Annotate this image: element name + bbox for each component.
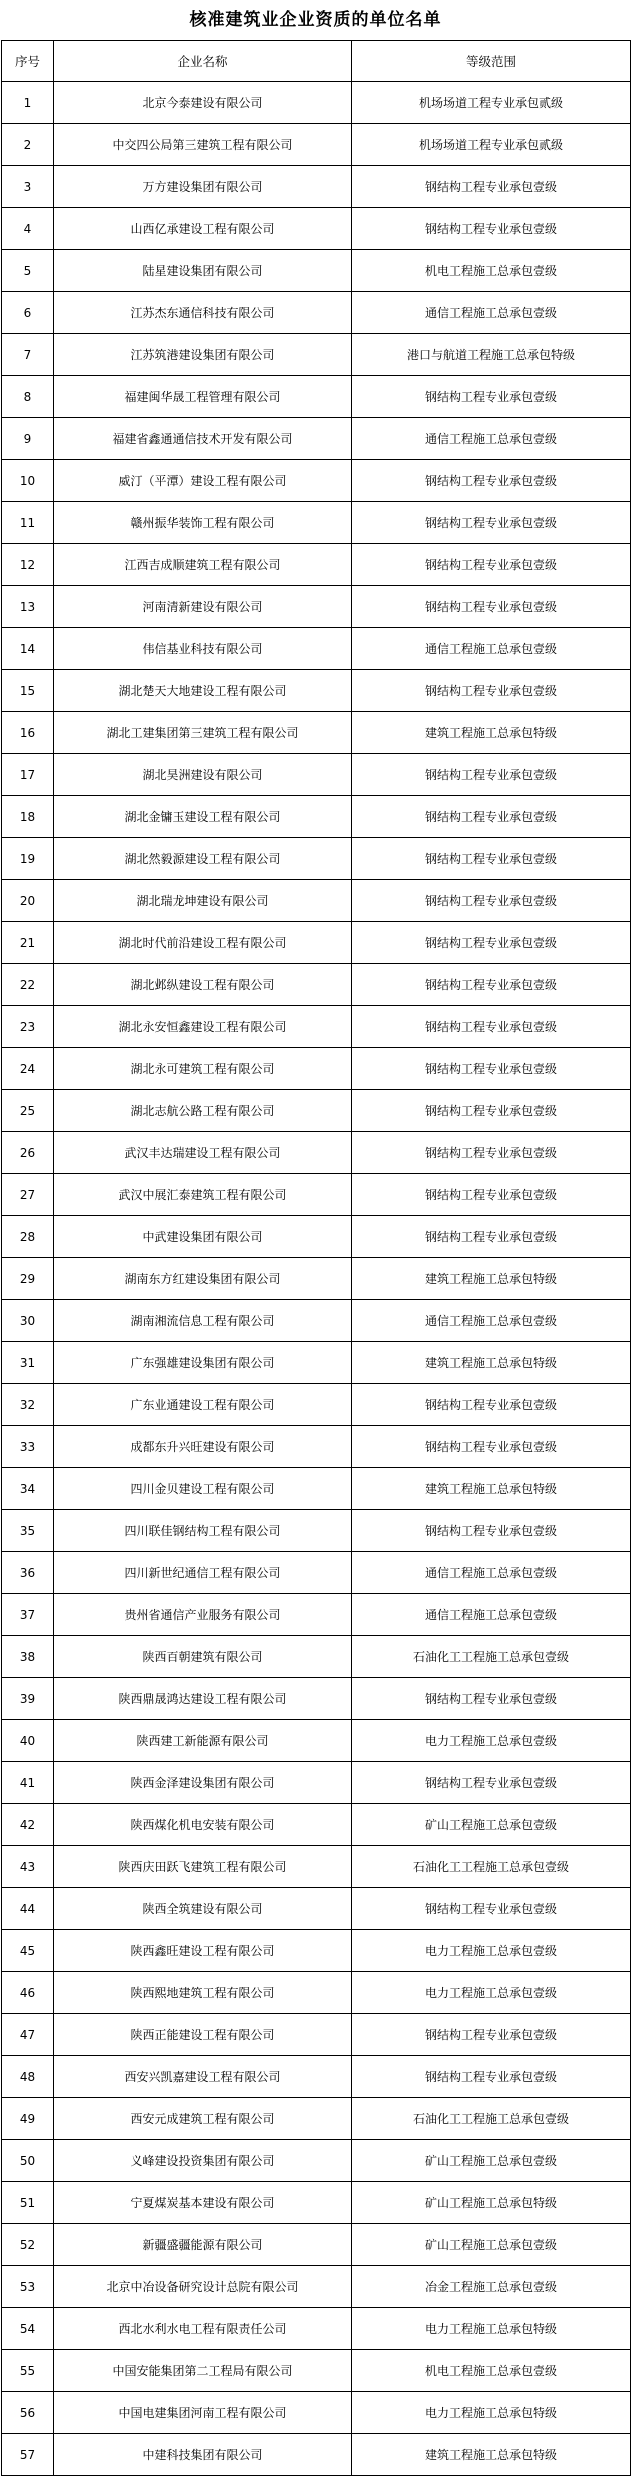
company-name: 福建闽华晟工程管理有限公司: [54, 376, 352, 418]
qualification-scope: 冶金工程施工总承包壹级: [352, 2266, 631, 2308]
qualification-scope: 钢结构工程专业承包壹级: [352, 2014, 631, 2056]
qualification-scope: 电力工程施工总承包特级: [352, 2308, 631, 2350]
table-row: [2, 1426, 631, 1468]
company-name: 湖北永安恒鑫建设工程有限公司: [54, 1006, 352, 1048]
row-number: 23: [2, 1006, 54, 1048]
company-name: 义峰建设投资集团有限公司: [54, 2140, 352, 2182]
qualification-scope: 钢结构工程专业承包壹级: [352, 1384, 631, 1426]
qualification-scope: 钢结构工程专业承包壹级: [352, 1888, 631, 1930]
row-number: 13: [2, 586, 54, 628]
company-name: 江西吉成顺建筑工程有限公司: [54, 544, 352, 586]
row-number: 21: [2, 922, 54, 964]
row-number: 34: [2, 1468, 54, 1510]
row-number: 40: [2, 1720, 54, 1762]
row-number: 56: [2, 2392, 54, 2434]
qualification-scope: 钢结构工程专业承包壹级: [352, 460, 631, 502]
qualification-scope: 电力工程施工总承包特级: [352, 2392, 631, 2434]
table-row: [2, 1594, 631, 1636]
row-number: 2: [2, 124, 54, 166]
table-row: [2, 1762, 631, 1804]
row-number: 37: [2, 1594, 54, 1636]
table-row: [2, 670, 631, 712]
company-name: 贵州省通信产业服务有限公司: [54, 1594, 352, 1636]
row-number: 20: [2, 880, 54, 922]
qualification-scope: 钢结构工程专业承包壹级: [352, 838, 631, 880]
qualification-scope: 钢结构工程专业承包壹级: [352, 796, 631, 838]
company-name: 陕西煤化机电安装有限公司: [54, 1804, 352, 1846]
row-number: 39: [2, 1678, 54, 1720]
qualification-scope: 机场场道工程专业承包贰级: [352, 124, 631, 166]
table-row: [2, 1216, 631, 1258]
table-row: [2, 1090, 631, 1132]
table-row: [2, 1342, 631, 1384]
qualification-scope: 石油化工工程施工总承包壹级: [352, 1846, 631, 1888]
company-name: 伟信基业科技有限公司: [54, 628, 352, 670]
row-number: 38: [2, 1636, 54, 1678]
row-number: 11: [2, 502, 54, 544]
company-name: 湖北昊洲建设有限公司: [54, 754, 352, 796]
table-row: [2, 2056, 631, 2098]
qualification-scope: 钢结构工程专业承包壹级: [352, 1216, 631, 1258]
table-row: [2, 124, 631, 166]
table-row: [2, 1930, 631, 1972]
qualification-scope: 通信工程施工总承包壹级: [352, 1300, 631, 1342]
row-number: 7: [2, 334, 54, 376]
table-row: [2, 2140, 631, 2182]
company-name: 赣州振华装饰工程有限公司: [54, 502, 352, 544]
table-row: [2, 292, 631, 334]
row-number: 32: [2, 1384, 54, 1426]
table-row: [2, 586, 631, 628]
row-number: 3: [2, 166, 54, 208]
company-name: 陕西金泽建设集团有限公司: [54, 1762, 352, 1804]
row-number: 45: [2, 1930, 54, 1972]
qualification-scope: 钢结构工程专业承包壹级: [352, 1762, 631, 1804]
qualification-scope: 钢结构工程专业承包壹级: [352, 670, 631, 712]
document-title: 核准建筑业企业资质的单位名单: [189, 10, 442, 30]
qualification-scope: 机电工程施工总承包壹级: [352, 250, 631, 292]
table-row: [2, 250, 631, 292]
company-name: 威汀（平潭）建设工程有限公司: [54, 460, 352, 502]
company-name: 武汉丰达瑞建设工程有限公司: [54, 1132, 352, 1174]
company-name: 湖北瑞龙坤建设有限公司: [54, 880, 352, 922]
qualification-scope: 钢结构工程专业承包壹级: [352, 1006, 631, 1048]
table-row: [2, 2350, 631, 2392]
qualification-scope: 矿山工程施工总承包壹级: [352, 2224, 631, 2266]
table-row: [2, 2434, 631, 2476]
company-name: 北京今泰建设有限公司: [54, 82, 352, 124]
qualification-scope: 通信工程施工总承包壹级: [352, 292, 631, 334]
row-number: 19: [2, 838, 54, 880]
qualification-scope: 建筑工程施工总承包特级: [352, 1342, 631, 1384]
qualification-scope: 钢结构工程专业承包壹级: [352, 754, 631, 796]
table-row: [2, 1300, 631, 1342]
table-row: [2, 2224, 631, 2266]
company-name: 福建省鑫通通信技术开发有限公司: [54, 418, 352, 460]
table-row: [2, 1132, 631, 1174]
company-name: 中交四公局第三建筑工程有限公司: [54, 124, 352, 166]
qualification-scope: 钢结构工程专业承包壹级: [352, 1426, 631, 1468]
table-row: [2, 208, 631, 250]
company-name: 湖南湘流信息工程有限公司: [54, 1300, 352, 1342]
qualification-scope: 钢结构工程专业承包壹级: [352, 1048, 631, 1090]
table-row: [2, 1678, 631, 1720]
table-row: [2, 1804, 631, 1846]
table-row: [2, 1720, 631, 1762]
company-name: 湖北金镛玉建设工程有限公司: [54, 796, 352, 838]
table-row: [2, 334, 631, 376]
row-number: 28: [2, 1216, 54, 1258]
company-name: 湖北志航公路工程有限公司: [54, 1090, 352, 1132]
qualification-scope: 钢结构工程专业承包壹级: [352, 1174, 631, 1216]
row-number: 49: [2, 2098, 54, 2140]
table-row: [2, 1972, 631, 2014]
company-name: 万方建设集团有限公司: [54, 166, 352, 208]
row-number: 57: [2, 2434, 54, 2476]
table-body: [2, 82, 631, 2476]
row-number: 14: [2, 628, 54, 670]
company-name: 陕西建工新能源有限公司: [54, 1720, 352, 1762]
qualification-scope: 钢结构工程专业承包壹级: [352, 880, 631, 922]
company-name: 湖北工建集团第三建筑工程有限公司: [54, 712, 352, 754]
qualification-scope: 电力工程施工总承包壹级: [352, 1972, 631, 2014]
company-name: 陕西百朝建筑有限公司: [54, 1636, 352, 1678]
company-name: 江苏杰东通信科技有限公司: [54, 292, 352, 334]
table-row: [2, 2392, 631, 2434]
table-row: [2, 880, 631, 922]
qualification-scope: 矿山工程施工总承包壹级: [352, 2140, 631, 2182]
row-number: 29: [2, 1258, 54, 1300]
row-number: 4: [2, 208, 54, 250]
table-row: [2, 2098, 631, 2140]
qualification-scope: 电力工程施工总承包壹级: [352, 1720, 631, 1762]
qualification-scope: 建筑工程施工总承包特级: [352, 1468, 631, 1510]
row-number: 42: [2, 1804, 54, 1846]
company-name: 陕西熙地建筑工程有限公司: [54, 1972, 352, 2014]
company-name: 西北水利水电工程有限责任公司: [54, 2308, 352, 2350]
qualification-scope: 钢结构工程专业承包壹级: [352, 502, 631, 544]
company-name: 湖北时代前沿建设工程有限公司: [54, 922, 352, 964]
qualification-scope: 钢结构工程专业承包壹级: [352, 586, 631, 628]
company-name: 湖北邺纵建设工程有限公司: [54, 964, 352, 1006]
row-number: 26: [2, 1132, 54, 1174]
table-row: [2, 460, 631, 502]
qualification-scope: 钢结构工程专业承包壹级: [352, 1132, 631, 1174]
table-row: [2, 376, 631, 418]
qualification-scope: 通信工程施工总承包壹级: [352, 1552, 631, 1594]
row-number: 25: [2, 1090, 54, 1132]
table-row: [2, 838, 631, 880]
qualification-scope: 石油化工工程施工总承包壹级: [352, 1636, 631, 1678]
table-row: [2, 1636, 631, 1678]
row-number: 47: [2, 2014, 54, 2056]
header-company-name: 企业名称: [54, 41, 352, 82]
table-row: [2, 502, 631, 544]
company-name: 广东强雄建设集团有限公司: [54, 1342, 352, 1384]
company-name: 湖北楚天大地建设工程有限公司: [54, 670, 352, 712]
row-number: 50: [2, 2140, 54, 2182]
company-name: 中国安能集团第二工程局有限公司: [54, 2350, 352, 2392]
qualification-scope: 建筑工程施工总承包特级: [352, 2434, 631, 2476]
company-name: 新疆盛疆能源有限公司: [54, 2224, 352, 2266]
company-name: 中建科技集团有限公司: [54, 2434, 352, 2476]
table-row: [2, 1258, 631, 1300]
table-row: [2, 922, 631, 964]
row-number: 51: [2, 2182, 54, 2224]
row-number: 46: [2, 1972, 54, 2014]
row-number: 15: [2, 670, 54, 712]
qualification-scope: 钢结构工程专业承包壹级: [352, 376, 631, 418]
table-row: [2, 544, 631, 586]
qualification-scope: 钢结构工程专业承包壹级: [352, 964, 631, 1006]
row-number: 12: [2, 544, 54, 586]
row-number: 10: [2, 460, 54, 502]
qualification-scope: 港口与航道工程施工总承包特级: [352, 334, 631, 376]
company-name: 广东业通建设工程有限公司: [54, 1384, 352, 1426]
row-number: 5: [2, 250, 54, 292]
company-name: 湖北然毅源建设工程有限公司: [54, 838, 352, 880]
table-row: [2, 754, 631, 796]
company-name: 宁夏煤炭基本建设有限公司: [54, 2182, 352, 2224]
table-header-row: [2, 41, 631, 82]
company-name: 湖南东方红建设集团有限公司: [54, 1258, 352, 1300]
table-row: [2, 1174, 631, 1216]
row-number: 30: [2, 1300, 54, 1342]
row-number: 53: [2, 2266, 54, 2308]
row-number: 18: [2, 796, 54, 838]
row-number: 35: [2, 1510, 54, 1552]
qualification-scope: 钢结构工程专业承包壹级: [352, 1510, 631, 1552]
company-name: 北京中冶设备研究设计总院有限公司: [54, 2266, 352, 2308]
row-number: 41: [2, 1762, 54, 1804]
company-name: 四川金贝建设工程有限公司: [54, 1468, 352, 1510]
table-row: [2, 1384, 631, 1426]
company-name: 成都东升兴旺建设有限公司: [54, 1426, 352, 1468]
table-row: [2, 964, 631, 1006]
company-name: 江苏筑港建设集团有限公司: [54, 334, 352, 376]
row-number: 36: [2, 1552, 54, 1594]
qualification-scope: 钢结构工程专业承包壹级: [352, 544, 631, 586]
company-name: 西安兴凯嘉建设工程有限公司: [54, 2056, 352, 2098]
header-qualification-scope: 等级范围: [352, 41, 631, 82]
row-number: 43: [2, 1846, 54, 1888]
row-number: 44: [2, 1888, 54, 1930]
company-name: 山西亿承建设工程有限公司: [54, 208, 352, 250]
table-row: [2, 1006, 631, 1048]
company-name: 陕西鼎晟鸿达建设工程有限公司: [54, 1678, 352, 1720]
qualification-scope: 钢结构工程专业承包壹级: [352, 166, 631, 208]
table-row: [2, 418, 631, 460]
row-number: 24: [2, 1048, 54, 1090]
row-number: 33: [2, 1426, 54, 1468]
table-row: [2, 1846, 631, 1888]
table-row: [2, 2182, 631, 2224]
table-row: [2, 712, 631, 754]
row-number: 1: [2, 82, 54, 124]
qualification-scope: 建筑工程施工总承包特级: [352, 712, 631, 754]
table-row: [2, 628, 631, 670]
company-name: 四川新世纪通信工程有限公司: [54, 1552, 352, 1594]
company-name: 中国电建集团河南工程有限公司: [54, 2392, 352, 2434]
qualification-table: [1, 40, 631, 2476]
company-name: 陕西全筑建设有限公司: [54, 1888, 352, 1930]
company-name: 西安元成建筑工程有限公司: [54, 2098, 352, 2140]
row-number: 52: [2, 2224, 54, 2266]
company-name: 陕西正能建设工程有限公司: [54, 2014, 352, 2056]
qualification-scope: 建筑工程施工总承包特级: [352, 1258, 631, 1300]
qualification-scope: 矿山工程施工总承包特级: [352, 2182, 631, 2224]
qualification-scope: 钢结构工程专业承包壹级: [352, 1090, 631, 1132]
table-row: [2, 1888, 631, 1930]
row-number: 6: [2, 292, 54, 334]
qualification-scope: 钢结构工程专业承包壹级: [352, 1678, 631, 1720]
table-row: [2, 2308, 631, 2350]
table-row: [2, 166, 631, 208]
qualification-scope: 钢结构工程专业承包壹级: [352, 2056, 631, 2098]
row-number: 27: [2, 1174, 54, 1216]
row-number: 8: [2, 376, 54, 418]
table-row: [2, 2014, 631, 2056]
qualification-scope: 钢结构工程专业承包壹级: [352, 922, 631, 964]
row-number: 9: [2, 418, 54, 460]
row-number: 55: [2, 2350, 54, 2392]
qualification-scope: 石油化工工程施工总承包壹级: [352, 2098, 631, 2140]
qualification-scope: 通信工程施工总承包壹级: [352, 628, 631, 670]
qualification-scope: 通信工程施工总承包壹级: [352, 1594, 631, 1636]
table-row: [2, 1552, 631, 1594]
row-number: 16: [2, 712, 54, 754]
company-name: 武汉中展汇泰建筑工程有限公司: [54, 1174, 352, 1216]
table-row: [2, 796, 631, 838]
company-name: 陆星建设集团有限公司: [54, 250, 352, 292]
table-row: [2, 2266, 631, 2308]
company-name: 湖北永可建筑工程有限公司: [54, 1048, 352, 1090]
row-number: 48: [2, 2056, 54, 2098]
company-name: 中武建设集团有限公司: [54, 1216, 352, 1258]
table-row: [2, 82, 631, 124]
table-row: [2, 1468, 631, 1510]
qualification-scope: 矿山工程施工总承包壹级: [352, 1804, 631, 1846]
row-number: 22: [2, 964, 54, 1006]
qualification-scope: 钢结构工程专业承包壹级: [352, 208, 631, 250]
table-row: [2, 1048, 631, 1090]
row-number: 54: [2, 2308, 54, 2350]
qualification-scope: 电力工程施工总承包壹级: [352, 1930, 631, 1972]
table-row: [2, 1510, 631, 1552]
company-name: 四川联佳钢结构工程有限公司: [54, 1510, 352, 1552]
header-number: 序号: [2, 41, 54, 82]
row-number: 31: [2, 1342, 54, 1384]
company-name: 陕西鑫旺建设工程有限公司: [54, 1930, 352, 1972]
qualification-scope: 通信工程施工总承包壹级: [352, 418, 631, 460]
qualification-scope: 机电工程施工总承包壹级: [352, 2350, 631, 2392]
qualification-scope: 机场场道工程专业承包贰级: [352, 82, 631, 124]
company-name: 陕西庆田跃飞建筑工程有限公司: [54, 1846, 352, 1888]
row-number: 17: [2, 754, 54, 796]
company-name: 河南清新建设有限公司: [54, 586, 352, 628]
